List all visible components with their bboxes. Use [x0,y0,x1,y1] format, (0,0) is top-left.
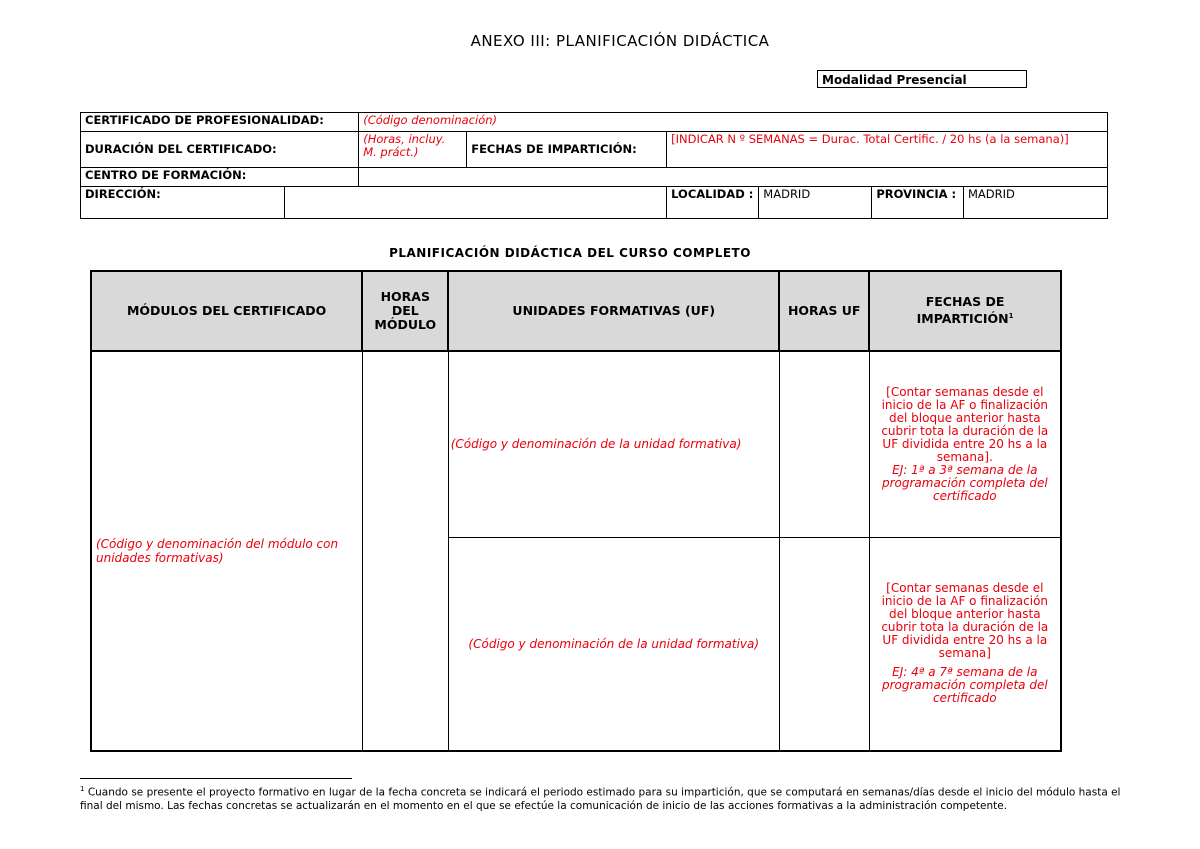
provincia-label: PROVINCIA : [872,187,964,219]
fechas-value: [INDICAR N º SEMANAS = Durac. Total Certific. / 20 hs (a la semana)] [667,132,1108,168]
centro-value [359,168,1108,187]
horas-modulo-cell [362,351,448,751]
module-placeholder: (Código y denominación del módulo con unidades formativas) [91,351,362,751]
fechas-label: FECHAS DE IMPARTICIÓN: [467,132,667,168]
header-horas-modulo: HORAS DEL MÓDULO [362,271,448,351]
footnote-marker: 1 [80,785,85,793]
certificado-value: (Código denominación) [359,113,1108,132]
fechas-instr-2: [Contar semanas desde el inicio de la AF o finalización del bloque anterior hasta cubrir tota la duración de la UF dividida entre 20 hs a la semana] [881,581,1049,661]
header-unidades: UNIDADES FORMATIVAS (UF) [448,271,779,351]
header-fechas [869,271,1061,351]
localidad-label: LOCALIDAD : [667,187,759,219]
planning-table [90,270,1062,752]
duracion-label: DURACIÓN DEL CERTIFICADO: [81,132,359,168]
horas-uf-1 [779,351,869,537]
footnote-ref: 1 [1008,312,1014,321]
uf-row-1: (Código y denominación de la unidad formativa) [448,351,779,537]
plan-subtitle: PLANIFICACIÓN DIDÁCTICA DEL CURSO COMPLETO [389,246,751,260]
duracion-value: (Horas, incluy. M. práct.) [359,132,467,168]
header-horas-uf: HORAS UF [779,271,869,351]
page-title: ANEXO III: PLANIFICACIÓN DIDÁCTICA [470,32,770,50]
fechas-row-2 [869,537,1061,751]
direccion-value [285,187,667,219]
footnote-text: Cuando se presente el proyecto formativo en lugar de la fecha concreta se indicará el periodo estimado para su impartición, que se computará en semanas/días desde el inicio del módulo hasta el final del mismo. Las fechas concretas se actualizarán en el momento en el que se efectúe la comunicación de inicio de las acciones formativas a la administración competente. [80,786,1121,812]
fechas-ej-2: EJ: 4ª a 7ª semana de la programación completa del certificado [881,665,1048,706]
header-fechas-label: FECHAS DE IMPARTICIÓN [916,294,1009,327]
direccion-label: DIRECCIÓN: [81,187,285,219]
localidad-value: MADRID [759,187,872,219]
modalidad-box: Modalidad Presencial [817,70,1027,88]
header-modulos: MÓDULOS DEL CERTIFICADO [91,271,362,351]
horas-uf-2 [779,537,869,751]
footnote [80,783,1140,813]
certificate-info-table [80,112,1108,219]
fechas-row-1 [869,351,1061,537]
fechas-instr-1: [Contar semanas desde el inicio de la AF o finalización del bloque anterior hasta cubrir tota la duración de la UF dividida entre 20 hs a la semana]. [881,384,1049,464]
provincia-value: MADRID [963,187,1107,219]
centro-label: CENTRO DE FORMACIÓN: [81,168,359,187]
uf-row-2: (Código y denominación de la unidad formativa) [448,537,779,751]
certificado-label: CERTIFICADO DE PROFESIONALIDAD: [81,113,359,132]
footnote-divider [80,778,352,779]
fechas-ej-1: EJ: 1ª a 3ª semana de la programación completa del certificado [881,462,1048,503]
